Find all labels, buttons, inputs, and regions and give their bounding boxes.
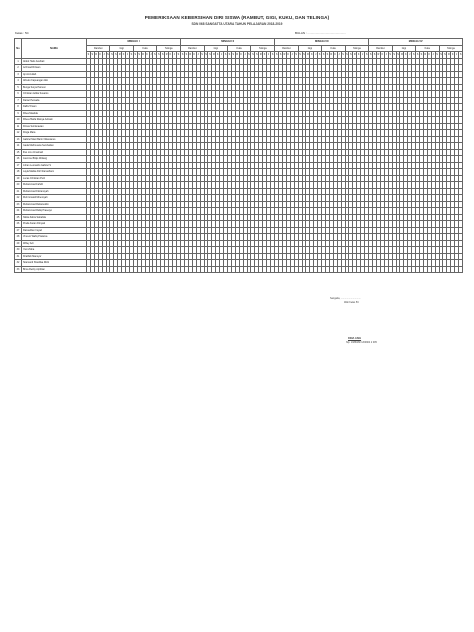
signature-block <box>330 297 361 305</box>
student-no: 9 <box>15 110 22 117</box>
page-title: PEMERIKSAAN KEBERSIHAN DIRI SISWA (RAMBUT, GIGI, KUKU, DAN TELINGA) <box>144 15 330 20</box>
student-no: 24 <box>15 208 22 215</box>
header-day: S <box>248 53 250 57</box>
header-day: K <box>381 53 384 57</box>
student-name: Achmad Rizwan <box>22 65 87 72</box>
student-name: Gabriel Mani Barin Oktavianus <box>22 136 87 143</box>
check-cell[interactable] <box>459 266 463 273</box>
page-subtitle: SDN 068 SANGATTA UTARA TAHUN PELAJARAN 2018-2019 <box>191 22 283 26</box>
student-name: Willey Adi <box>22 240 87 247</box>
header-day: J <box>150 53 152 57</box>
header-category: Telinga <box>345 45 369 52</box>
header-day: K <box>122 53 125 57</box>
header-category: Kuku <box>322 45 345 52</box>
header-day: R <box>424 53 427 57</box>
student-no: 33 <box>15 266 22 273</box>
header-day: R <box>236 53 239 57</box>
student-name: Daniel Persada <box>22 97 87 104</box>
header-day: R <box>447 53 450 57</box>
header-day: K <box>146 53 148 57</box>
header-category: Telinga <box>439 45 463 52</box>
header-day: S <box>177 53 180 57</box>
header-day: R <box>259 53 262 57</box>
header-day: R <box>307 53 309 57</box>
header-day: S <box>252 53 254 57</box>
header-day: K <box>240 53 242 57</box>
header-week: MINGGU III <box>275 39 369 46</box>
student-name: Aji Amirullah <box>22 71 87 78</box>
header-day: R <box>95 53 98 57</box>
header-day: S <box>232 53 235 57</box>
month-label: BULAN : .............................................. <box>295 31 346 35</box>
header-day: R <box>401 53 403 57</box>
student-no: 5 <box>15 84 22 91</box>
header-day: S <box>444 53 446 57</box>
signature-role: Wali Kelas 5C <box>344 301 359 304</box>
student-no: 17 <box>15 162 22 169</box>
student-no: 20 <box>15 182 22 189</box>
header-day: S <box>326 53 329 57</box>
header-day: S <box>322 53 325 57</box>
header-day: S <box>303 53 305 57</box>
header-day: S <box>161 53 164 57</box>
class-label: Kelas : 5C <box>15 31 29 35</box>
signer-block <box>330 337 377 344</box>
header-category: Gigi <box>298 45 321 52</box>
header-day: S <box>87 53 90 57</box>
student-name: Vincent Wafiq Pratama <box>22 234 87 241</box>
student-no: 26 <box>15 221 22 228</box>
student-name: Khalifah Mansyur <box>22 253 87 260</box>
header-day: S <box>420 53 423 57</box>
header-day: K <box>263 53 266 57</box>
header-day: S <box>154 53 156 57</box>
student-no: 23 <box>15 201 22 208</box>
student-name: Muh Ismaidi Mirensyah <box>22 195 87 202</box>
header-day: S <box>209 53 211 57</box>
header-day: S <box>299 53 301 57</box>
header-day: S <box>342 53 344 57</box>
header-day: R <box>165 53 168 57</box>
student-name: Illus Linu Irmaimah <box>22 149 87 156</box>
header-day: S <box>346 53 348 57</box>
signer-name: DINA ASIH <box>348 337 362 340</box>
header-category: Rambut <box>275 45 298 52</box>
student-name: Johan Leonardo Gabriel S <box>22 162 87 169</box>
student-no: 7 <box>15 97 22 104</box>
header-day: R <box>330 53 333 57</box>
signer-nip: Nip. 19860823 200904 2 005 <box>346 340 377 344</box>
student-name: Muhammad Rafiq Prasetyo <box>22 208 87 215</box>
student-no: 4 <box>15 78 22 85</box>
header-day: S <box>157 53 160 57</box>
header-category: Kuku <box>133 45 156 52</box>
header-day: S <box>436 53 438 57</box>
header-day: J <box>126 53 129 57</box>
header-day: R <box>118 53 121 57</box>
header-category: Kuku <box>227 45 250 52</box>
header-category: Rambut <box>87 45 110 52</box>
header-category: Gigi <box>204 45 227 52</box>
header-day: S <box>130 53 133 57</box>
student-no: 3 <box>15 71 22 78</box>
student-name: Jasmine Bilqis Wulang <box>22 156 87 163</box>
header-day: R <box>189 53 192 57</box>
header-day: K <box>216 53 219 57</box>
header-day: S <box>185 53 188 57</box>
student-name: Ramadhan Irsyad <box>22 227 87 234</box>
student-no: 2 <box>15 65 22 72</box>
header-day: J <box>244 53 246 57</box>
student-name: Dimas Sutrisnawan <box>22 123 87 130</box>
header-day: S <box>389 53 392 57</box>
student-no: 6 <box>15 91 22 98</box>
header-day: J <box>221 53 223 57</box>
header-day: S <box>228 53 231 57</box>
header-day: J <box>267 53 270 57</box>
header-day: S <box>255 53 258 57</box>
header-day: S <box>138 53 141 57</box>
hygiene-table-wrapper <box>14 38 461 273</box>
header-nama: NAMA <box>22 39 87 59</box>
signature-place-date: Sangatta, .............................. <box>330 297 361 300</box>
header-day: R <box>283 53 286 57</box>
header-day: J <box>197 53 199 57</box>
header-week: MINGGU IV <box>369 39 463 46</box>
header-week: MINGGU I <box>87 39 181 46</box>
header-day: S <box>114 53 117 57</box>
header-day: R <box>142 53 144 57</box>
header-day: S <box>397 53 399 57</box>
student-name: Sitamardi Shadifaa Rizki <box>22 260 87 267</box>
header-category: Kuku <box>416 45 439 52</box>
student-name: Abdul Haris Asshiati <box>22 58 87 65</box>
header-category: Rambut <box>181 45 204 52</box>
header-day: J <box>385 53 387 57</box>
student-name: Layla Malika Fitri Ramadhani <box>22 169 87 176</box>
student-no: 16 <box>15 156 22 163</box>
header-category: Telinga <box>251 45 275 52</box>
header-day: K <box>428 53 431 57</box>
header-day: J <box>103 53 105 57</box>
header-no: No <box>15 39 22 59</box>
header-day: S <box>134 53 137 57</box>
student-no: 22 <box>15 195 22 202</box>
header-day: J <box>361 53 364 57</box>
header-day: K <box>310 53 313 57</box>
header-day: S <box>111 53 113 57</box>
header-week: MINGGU II <box>181 39 275 46</box>
header-day: S <box>416 53 419 57</box>
student-no: 29 <box>15 240 22 247</box>
header-day: S <box>275 53 278 57</box>
header-day: K <box>193 53 196 57</box>
student-name: Lucas Christian Putri <box>22 175 87 182</box>
header-day: K <box>357 53 360 57</box>
header-day: J <box>432 53 434 57</box>
student-no: 18 <box>15 169 22 176</box>
student-no: 14 <box>15 143 22 150</box>
header-day: J <box>456 53 458 57</box>
header-day: R <box>377 53 380 57</box>
header-day: J <box>291 53 293 57</box>
header-day: S <box>373 53 376 57</box>
student-no: 19 <box>15 175 22 182</box>
header-day: K <box>405 53 407 57</box>
header-day: S <box>459 53 462 57</box>
student-no: 12 <box>15 130 22 137</box>
student-name: Gada Mahmuana Sembaban <box>22 143 87 150</box>
student-name: Yani Zidna <box>22 247 87 254</box>
student-no: 8 <box>15 104 22 111</box>
header-category: Telinga <box>157 45 181 52</box>
header-day: J <box>173 53 175 57</box>
header-day: S <box>318 53 321 57</box>
student-name: Dhea Zhaifa Ratuya Adinam <box>22 117 87 124</box>
header-day: S <box>271 53 274 57</box>
header-day: K <box>287 53 290 57</box>
table-row <box>15 266 463 273</box>
header-day: K <box>99 53 101 57</box>
student-name: Muhammad Fikriansyah <box>22 188 87 195</box>
header-day: J <box>338 53 340 57</box>
student-no: 30 <box>15 247 22 254</box>
student-name: Muhammad Fahdli <box>22 182 87 189</box>
header-day: S <box>205 53 207 57</box>
header-day: S <box>365 53 368 57</box>
header-day: S <box>279 53 282 57</box>
student-no: 21 <box>15 188 22 195</box>
header-category: Gigi <box>110 45 133 52</box>
header-day: K <box>334 53 337 57</box>
student-no: 28 <box>15 234 22 241</box>
header-day: S <box>393 53 395 57</box>
student-name: Dhea Maulida <box>22 110 87 117</box>
header-day: S <box>107 53 109 57</box>
header-day: K <box>169 53 172 57</box>
header-day: S <box>91 53 94 57</box>
student-no: 13 <box>15 136 22 143</box>
student-no: 31 <box>15 253 22 260</box>
student-no: 1 <box>15 58 22 65</box>
header-day: K <box>451 53 454 57</box>
header-day: R <box>353 53 356 57</box>
header-day: J <box>315 53 317 57</box>
student-no: 27 <box>15 227 22 234</box>
student-name: Bima Rezky Apriltian <box>22 266 87 273</box>
header-day: S <box>295 53 297 57</box>
header-category: Rambut <box>369 45 392 52</box>
student-no: 25 <box>15 214 22 221</box>
header-category: Gigi <box>392 45 415 52</box>
student-name: Daffa Trisam <box>22 104 87 111</box>
student-name: Alfredo Kapuangan Allo <box>22 78 87 85</box>
header-day: S <box>369 53 372 57</box>
student-name: Muhammad Raharuddin <box>22 201 87 208</box>
student-name: Dinga Mara <box>22 130 87 137</box>
header-day: S <box>224 53 227 57</box>
header-day: J <box>409 53 411 57</box>
header-day: S <box>440 53 442 57</box>
student-no: 32 <box>15 260 22 267</box>
student-no: 10 <box>15 117 22 124</box>
student-name: Prada Karan Dimyati <box>22 221 87 228</box>
header-day: R <box>212 53 215 57</box>
header-day: S <box>412 53 415 57</box>
header-day: S <box>201 53 203 57</box>
student-no: 11 <box>15 123 22 130</box>
hygiene-table <box>14 38 463 273</box>
header-day: S <box>181 53 184 57</box>
student-name: Christian Aditia Susanto <box>22 91 87 98</box>
student-name: Nikita Zahra Sahabila <box>22 214 87 221</box>
student-name: Bunga Surya Pamusi <box>22 84 87 91</box>
header-day: S <box>350 53 352 57</box>
student-no: 15 <box>15 149 22 156</box>
